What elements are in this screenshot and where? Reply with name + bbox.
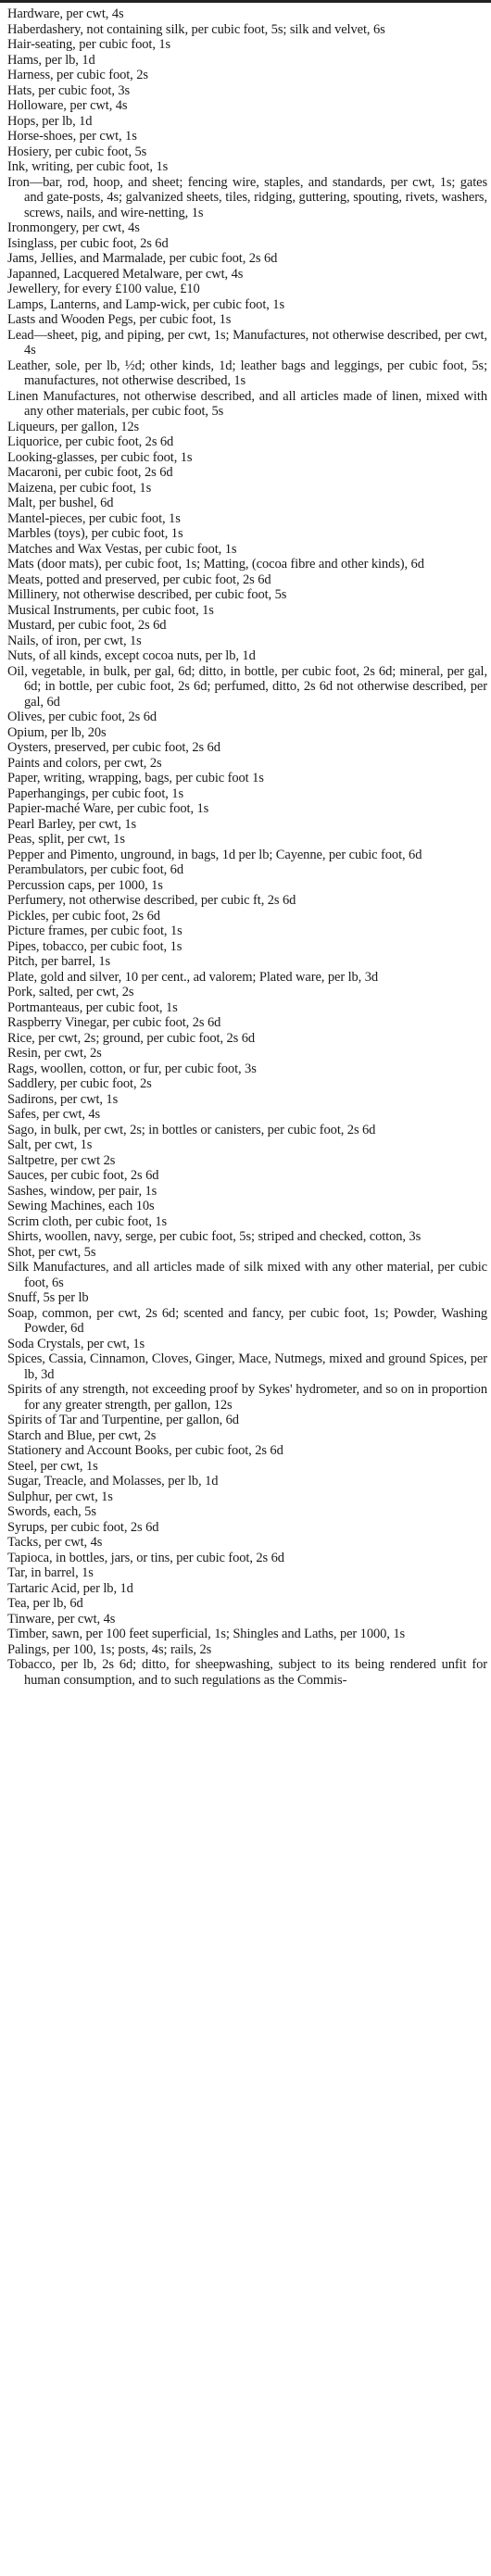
tariff-entry: Looking-glasses, per cubic foot, 1s: [7, 449, 193, 465]
tariff-entry: Scrim cloth, per cubic foot, 1s: [7, 1213, 168, 1229]
tariff-entry: Rice, per cwt, 2s; ground, per cubic foot, 2s 6d: [7, 1030, 256, 1046]
tariff-entry: Paints and colors, per cwt, 2s: [7, 755, 162, 771]
tariff-entry: Linen Manufactures, not otherwise described, and all articles made of linen, mixed with any other materials, per cubic foot, 5s: [7, 388, 487, 419]
tariff-entry: Ironmongery, per cwt, 4s: [7, 220, 140, 235]
tariff-entry: Meats, potted and preserved, per cubic foot, 2s 6d: [7, 572, 271, 587]
tariff-entry: Macaroni, per cubic foot, 2s 6d: [7, 465, 173, 480]
tariff-entry: Swords, each, 5s: [7, 1504, 96, 1519]
tariff-entry: Soap, common, per cwt, 2s 6d; scented and fancy, per cubic foot, 1s; Powder, Washing Powder, 6d: [7, 1305, 487, 1336]
tariff-entry: Sewing Machines, each 10s: [7, 1199, 155, 1213]
tariff-entry: Lamps, Lanterns, and Lamp-wick, per cubic foot, 1s: [7, 296, 285, 312]
tariff-entry: Leather, sole, per lb, ½d; other kinds, 1d; leather bags and leggings, per cubic foot, 5s; manufactures, not otherwise described, 1s: [7, 358, 487, 388]
tariff-entry: Steel, per cwt, 1s: [7, 1458, 98, 1474]
tariff-entry: Percussion caps, per 1000, 1s: [7, 877, 163, 893]
tariff-entry: Holloware, per cwt, 4s: [7, 98, 128, 113]
tariff-entry: Malt, per bushel, 6d: [7, 496, 114, 510]
tariff-entry: Isinglass, per cubic foot, 2s 6d: [7, 235, 169, 251]
tariff-entry: Tacks, per cwt, 4s: [7, 1535, 103, 1550]
tariff-entry: Pork, salted, per cwt, 2s: [7, 985, 134, 999]
tariff-entry: Tea, per lb, 6d: [7, 1596, 83, 1611]
tariff-entry: Harness, per cubic foot, 2s: [7, 68, 148, 82]
tariff-entry: Perfumery, not otherwise described, per cubic ft, 2s 6d: [7, 893, 296, 908]
tariff-entry: Maizena, per cubic foot, 1s: [7, 480, 152, 496]
tariff-entry: Ink, writing, per cubic foot, 1s: [7, 159, 169, 174]
tariff-entry: Lasts and Wooden Pegs, per cubic foot, 1s: [7, 312, 232, 327]
tariff-list: [7, 6, 487, 1688]
tariff-entry: Nails, of iron, per cwt, 1s: [7, 633, 142, 648]
tariff-entry: Liquorice, per cubic foot, 2s 6d: [7, 434, 174, 449]
tariff-entry: Sauces, per cubic foot, 2s 6d: [7, 1168, 159, 1183]
tariff-entry: Soda Crystals, per cwt, 1s: [7, 1336, 145, 1351]
tariff-entry: Safes, per cwt, 4s: [7, 1107, 101, 1122]
tariff-entry: Salt, per cwt, 1s: [7, 1137, 93, 1152]
tariff-entry: Spirits of any strength, not exceeding proof by Sykes' hydrometer, and so on in proportion for any greater strength, per gallon, 12s: [7, 1382, 487, 1413]
tariff-entry: Syrups, per cubic foot, 2s 6d: [7, 1519, 159, 1535]
tariff-entry: Pipes, tobacco, per cubic foot, 1s: [7, 938, 183, 954]
tariff-entry: Horse-shoes, per cwt, 1s: [7, 129, 137, 144]
tariff-entry: Hosiery, per cubic foot, 5s: [7, 144, 147, 159]
tariff-entry: Oil, vegetable, in bulk, per gal, 6d; ditto, in bottle, per cubic foot, 2s 6d; mineral, per gal, 6d; in bottle, per cubic foot, 2s 6d; perfumed, ditto, 2s 6d not otherwise described, per gal, 6d: [7, 663, 487, 710]
tariff-entry: Silk Manufactures, and all articles made of silk mixed with any other material, per cubic foot, 6s: [7, 1260, 487, 1290]
tariff-entry: Sago, in bulk, per cwt, 2s; in bottles or canisters, per cubic foot, 2s 6d: [7, 1122, 376, 1137]
tariff-entry: Pitch, per barrel, 1s: [7, 954, 111, 969]
tariff-entry: Peas, split, per cwt, 1s: [7, 832, 125, 847]
tariff-entry: Marbles (toys), per cubic foot, 1s: [7, 526, 183, 541]
tariff-entry: Tobacco, per lb, 2s 6d; ditto, for sheepwashing, subject to its being rendered unfit for human consumption, and to such regulations as the Commis-: [7, 1657, 487, 1688]
tariff-entry: Mantel-pieces, per cubic foot, 1s: [7, 510, 181, 526]
tariff-entry: Musical Instruments, per cubic foot, 1s: [7, 602, 214, 618]
tariff-entry: Millinery, not otherwise described, per cubic foot, 5s: [7, 587, 287, 602]
tariff-entry: Resin, per cwt, 2s: [7, 1046, 102, 1061]
tariff-entry: Liqueurs, per gallon, 12s: [7, 419, 140, 434]
tariff-entry: Shot, per cwt, 5s: [7, 1244, 96, 1260]
tariff-entry: Snuff, 5s per lb: [7, 1290, 89, 1305]
tariff-entry: Hats, per cubic foot, 3s: [7, 82, 131, 98]
tariff-entry: Sulphur, per cwt, 1s: [7, 1489, 113, 1504]
top-rule: [0, 0, 491, 3]
tariff-entry: Stationery and Account Books, per cubic foot, 2s 6d: [7, 1443, 283, 1458]
tariff-entry: Jewellery, for every £100 value, £10: [7, 282, 200, 296]
tariff-entry: Tinware, per cwt, 4s: [7, 1611, 116, 1627]
tariff-entry: Opium, per lb, 20s: [7, 724, 107, 740]
tariff-entry: Palings, per 100, 1s; posts, 4s; rails, 2s: [7, 1641, 212, 1657]
tariff-entry: Olives, per cubic foot, 2s 6d: [7, 710, 157, 724]
tariff-entry: Jams, Jellies, and Marmalade, per cubic foot, 2s 6d: [7, 251, 278, 266]
tariff-entry: Timber, sawn, per 100 feet superficial, 1s; Shingles and Laths, per 1000, 1s: [7, 1627, 406, 1641]
tariff-entry: Hair-seating, per cubic foot, 1s: [7, 37, 171, 52]
tariff-entry: Spirits of Tar and Turpentine, per gallon, 6d: [7, 1413, 239, 1427]
tariff-entry: Oysters, preserved, per cubic foot, 2s 6d: [7, 740, 220, 755]
tariff-entry: Lead—sheet, pig, and piping, per cwt, 1s; Manufactures, not otherwise described, per cwt, 4s: [7, 327, 487, 358]
tariff-entry: Mats (door mats), per cubic foot, 1s; Matting, (cocoa fibre and other kinds), 6d: [7, 557, 424, 572]
tariff-entry: Hams, per lb, 1d: [7, 52, 95, 68]
tariff-entry: Paper, writing, wrapping, bags, per cubic foot 1s: [7, 771, 264, 785]
tariff-entry: Starch and Blue, per cwt, 2s: [7, 1427, 157, 1443]
tariff-entry: Shirts, woollen, navy, serge, per cubic foot, 5s; striped and checked, cotton, 3s: [7, 1229, 422, 1244]
tariff-entry: Sugar, Treacle, and Molasses, per lb, 1d: [7, 1474, 219, 1489]
tariff-entry: Sashes, window, per pair, 1s: [7, 1183, 157, 1199]
tariff-entry: Saddlery, per cubic foot, 2s: [7, 1076, 152, 1091]
tariff-entry: Papier-maché Ware, per cubic foot, 1s: [7, 801, 209, 816]
tariff-entry: Japanned, Lacquered Metalware, per cwt, 4s: [7, 266, 244, 282]
tariff-entry: Portmanteaus, per cubic foot, 1s: [7, 999, 178, 1015]
tariff-entry: Paperhangings, per cubic foot, 1s: [7, 785, 183, 801]
tariff-entry: Plate, gold and silver, 10 per cent., ad valorem; Plated ware, per lb, 3d: [7, 969, 379, 985]
tariff-entry: Iron—bar, rod, hoop, and sheet; fencing wire, staples, and standards, per cwt, 1s; gates and gate-posts, 4s; galvanized sheets, tiles, ridging, guttering, spouting, rivets, washers, screws, nails, and wire-netting, 1s: [7, 174, 487, 220]
tariff-entry: Pickles, per cubic foot, 2s 6d: [7, 908, 160, 924]
tariff-entry: Rags, woollen, cotton, or fur, per cubic foot, 3s: [7, 1061, 257, 1076]
tariff-entry: Raspberry Vinegar, per cubic foot, 2s 6d: [7, 1015, 221, 1030]
tariff-entry: Spices, Cassia, Cinnamon, Cloves, Ginger, Mace, Nutmegs, mixed and ground Spices, per lb, 3d: [7, 1351, 487, 1382]
tariff-entry: Tar, in barrel, 1s: [7, 1565, 94, 1580]
tariff-entry: Haberdashery, not containing silk, per cubic foot, 5s; silk and velvet, 6s: [7, 21, 385, 37]
tariff-entry: Perambulators, per cubic foot, 6d: [7, 862, 183, 877]
tariff-entry: Nuts, of all kinds, except cocoa nuts, per lb, 1d: [7, 648, 256, 663]
tariff-entry: Mustard, per cubic foot, 2s 6d: [7, 618, 167, 633]
tariff-entry: Tapioca, in bottles, jars, or tins, per cubic foot, 2s 6d: [7, 1550, 284, 1565]
tariff-entry: Saltpetre, per cwt 2s: [7, 1152, 116, 1168]
tariff-entry: Pepper and Pimento, unground, in bags, 1d per lb; Cayenne, per cubic foot, 6d: [7, 847, 422, 862]
tariff-entry: Tartaric Acid, per lb, 1d: [7, 1580, 133, 1596]
tariff-entry: Pearl Barley, per cwt, 1s: [7, 816, 137, 832]
tariff-entry: Matches and Wax Vestas, per cubic foot, 1s: [7, 541, 237, 557]
tariff-entry: Hardware, per cwt, 4s: [7, 6, 124, 21]
tariff-entry: Picture frames, per cubic foot, 1s: [7, 924, 183, 938]
tariff-entry: Hops, per lb, 1d: [7, 113, 93, 129]
tariff-entry: Sadirons, per cwt, 1s: [7, 1091, 119, 1107]
